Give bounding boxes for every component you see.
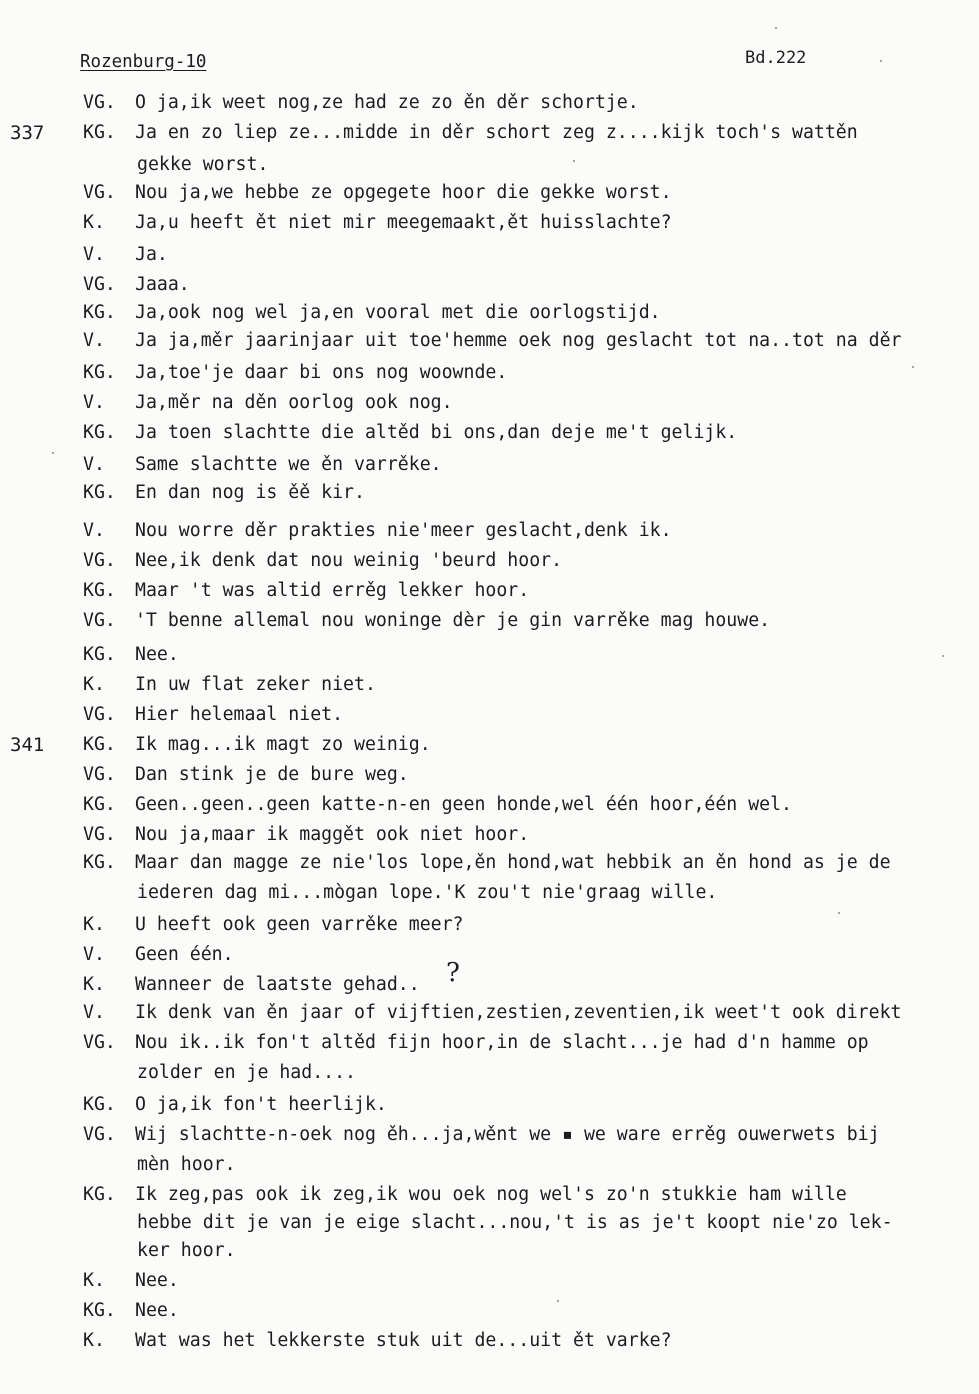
paper-speck: [775, 27, 777, 29]
utterance-text: Ja,u heeft ět niet mir meegemaakt,ět huisslachte?: [135, 212, 672, 233]
transcript-line: [0, 910, 979, 940]
speaker-code: KG.: [83, 1300, 116, 1321]
transcript-line: [0, 546, 979, 576]
utterance-text: U heeft ook geen varrěke meer?: [135, 914, 464, 935]
utterance-text: Maar dan magge ze nie'los lope,ěn hond,wat hebbik an ěn hond as je de: [135, 852, 891, 873]
paper-speck: [912, 366, 914, 368]
utterance-text: Ja toen slachtte die altěd bi ons,dan deje me't gelijk.: [135, 422, 738, 443]
utterance-text: Wat was het lekkerste stuk uit de...uit ět varke?: [135, 1330, 672, 1351]
speaker-code: K.: [83, 914, 105, 935]
transcript-line: [0, 940, 979, 970]
transcript-line: [0, 1058, 979, 1088]
transcript-line: [0, 1236, 979, 1266]
utterance-text: Ik mag...ik magt zo weinig.: [135, 734, 431, 755]
speaker-code: KG.: [83, 1184, 116, 1205]
transcript-line: [0, 998, 979, 1028]
speaker-code: VG.: [83, 92, 116, 113]
transcript-line: [0, 640, 979, 670]
speaker-code: VG.: [83, 274, 116, 295]
utterance-text: Same slachtte we ěn varrěke.: [135, 454, 442, 475]
utterance-text: In uw flat zeker niet.: [135, 674, 376, 695]
transcript-line: [0, 1296, 979, 1326]
paper-speck: [573, 160, 575, 162]
transcript-line: [0, 1028, 979, 1058]
speaker-code: KG.: [83, 734, 116, 755]
utterance-text: Nou worre děr prakties nie'meer geslacht,denk ik.: [135, 520, 672, 541]
utterance-text: Nou ja,we hebbe ze opgegete hoor die gekke worst.: [135, 182, 672, 203]
line-number: 337: [10, 122, 45, 144]
utterance-text: mèn hoor.: [137, 1154, 236, 1175]
utterance-text: Ja,měr na děn oorlog ook nog.: [135, 392, 453, 413]
utterance-text: Ik denk van ěn jaar of vijftien,zestien,zeventien,ik weet't ook direkt: [135, 1002, 902, 1023]
utterance-text: Nee.: [135, 1270, 179, 1291]
utterance-text: Ja ja,měr jaarinjaar uit toe'hemme oek nog geslacht tot na..tot na děr: [135, 330, 902, 351]
speaker-code: KG.: [83, 362, 116, 383]
transcript-line: [0, 1326, 979, 1356]
speaker-code: VG.: [83, 824, 116, 845]
speaker-code: KG.: [83, 302, 116, 323]
transcript-line: [0, 240, 979, 270]
transcript-line: [0, 478, 979, 508]
speaker-code: VG.: [83, 550, 116, 571]
utterance-text: O ja,ik weet nog,ze had ze zo ěn děr schortje.: [135, 92, 639, 113]
speaker-code: KG.: [83, 852, 116, 873]
speaker-code: V.: [83, 944, 105, 965]
speaker-code: K.: [83, 1330, 105, 1351]
speaker-code: V.: [83, 454, 105, 475]
utterance-text: iederen dag mi...mògan lope.'K zou't nie'graag wille.: [137, 882, 718, 903]
speaker-code: KG.: [83, 1094, 116, 1115]
paper-speck: [942, 655, 944, 657]
utterance-text: Hier helemaal niet.: [135, 704, 344, 725]
utterance-text: Nou ja,maar ik maggět ook niet hoor.: [135, 824, 530, 845]
speaker-code: VG.: [83, 704, 116, 725]
transcript-line: [0, 820, 979, 850]
document-location-header: Rozenburg-10: [80, 52, 207, 72]
transcript-line: [0, 1150, 979, 1180]
transcript-line: [0, 576, 979, 606]
utterance-text: zolder en je had....: [137, 1062, 356, 1083]
utterance-text: Ja.: [135, 244, 168, 265]
transcript-line: [0, 606, 979, 636]
utterance-text: gekke worst.: [137, 154, 269, 175]
transcript-line: [0, 1090, 979, 1120]
utterance-text: Ja,toe'je daar bi ons nog woownde.: [135, 362, 508, 383]
speaker-code: V.: [83, 392, 105, 413]
transcript-line: [0, 388, 979, 418]
speaker-code: VG.: [83, 764, 116, 785]
transcript-line: [0, 208, 979, 238]
transcript-line: [0, 88, 979, 118]
transcript-line: [0, 790, 979, 820]
speaker-code: VG.: [83, 182, 116, 203]
transcript-line: [0, 326, 979, 356]
speaker-code: VG.: [83, 610, 116, 631]
utterance-text: En dan nog is ěě kir.: [135, 482, 365, 503]
utterance-text: Geen..geen..geen katte-n-en geen honde,wel één hoor,één wel.: [135, 794, 792, 815]
transcript-line: [0, 450, 979, 480]
transcript-line: [0, 358, 979, 388]
utterance-text: Wij slachtte-n-oek nog ěh...ja,wěnt we ▪ we ware errěg ouwerwets bij: [135, 1124, 880, 1145]
transcript-line: [0, 700, 979, 730]
utterance-text: Ja,ook nog wel ja,en vooral met die oorlogstijd.: [135, 302, 661, 323]
utterance-text: Nee.: [135, 1300, 179, 1321]
utterance-text: Nee,ik denk dat nou weinig 'beurd hoor.: [135, 550, 563, 571]
speaker-code: VG.: [83, 1032, 116, 1053]
paper-speck: [52, 452, 54, 454]
transcript-line: [0, 730, 979, 760]
speaker-code: VG.: [83, 1124, 116, 1145]
transcript-line: [0, 1120, 979, 1150]
speaker-code: K.: [83, 1270, 105, 1291]
transcript-line: [0, 670, 979, 700]
utterance-text: 'T benne allemal nou woninge dèr je gin varrěke mag houwe.: [135, 610, 771, 631]
transcript-line: [0, 1266, 979, 1296]
speaker-code: K.: [83, 974, 105, 995]
speaker-code: KG.: [83, 122, 116, 143]
utterance-text: Maar 't was altid errěg lekker hoor.: [135, 580, 530, 601]
transcript-line: [0, 1208, 979, 1238]
utterance-text: hebbe dit je van je eige slacht...nou,'t is as je't koopt nie'zo lek-: [137, 1212, 893, 1233]
speaker-code: K.: [83, 674, 105, 695]
utterance-text: Nou ik..ik fon't altěd fijn hoor,in de slacht...je had d'n hamme op: [135, 1032, 869, 1053]
transcript-line: [0, 418, 979, 448]
utterance-text: Ik zeg,pas ook ik zeg,ik wou oek nog wel's zo'n stukkie ham wille: [135, 1184, 847, 1205]
speaker-code: KG.: [83, 644, 116, 665]
speaker-code: KG.: [83, 794, 116, 815]
speaker-code: V.: [83, 1002, 105, 1023]
transcript-line: [0, 1180, 979, 1210]
utterance-text: Jaaa.: [135, 274, 190, 295]
speaker-code: K.: [83, 212, 105, 233]
transcript-line: [0, 970, 979, 1000]
paper-speck: [880, 60, 882, 62]
transcript-line: [0, 150, 979, 180]
utterance-text: Ja en zo liep ze...midde in děr schort zeg z....kijk toch's wattěn: [135, 122, 858, 143]
utterance-text: Geen één.: [135, 944, 234, 965]
utterance-text: ker hoor.: [137, 1240, 236, 1261]
paper-speck: [838, 912, 840, 914]
utterance-text: Wanneer de laatste gehad..: [135, 974, 420, 995]
transcript-line: [0, 298, 979, 328]
paper-speck: [557, 1300, 559, 1302]
transcript-line: [0, 118, 979, 148]
speaker-code: KG.: [83, 422, 116, 443]
transcript-line: [0, 760, 979, 790]
speaker-code: V.: [83, 244, 105, 265]
document-volume-header: Bd.222: [745, 48, 807, 68]
speaker-code: V.: [83, 330, 105, 351]
transcript-line: [0, 178, 979, 208]
handwritten-question-mark: ?: [446, 958, 460, 988]
speaker-code: V.: [83, 520, 105, 541]
transcript-line: [0, 848, 979, 878]
speaker-code: KG.: [83, 482, 116, 503]
speaker-code: KG.: [83, 580, 116, 601]
transcript-line: [0, 878, 979, 908]
line-number: 341: [10, 734, 45, 756]
transcript-line: [0, 270, 979, 300]
utterance-text: O ja,ik fon't heerlijk.: [135, 1094, 387, 1115]
utterance-text: Nee.: [135, 644, 179, 665]
utterance-text: Dan stink je de bure weg.: [135, 764, 409, 785]
transcript-line: [0, 516, 979, 546]
